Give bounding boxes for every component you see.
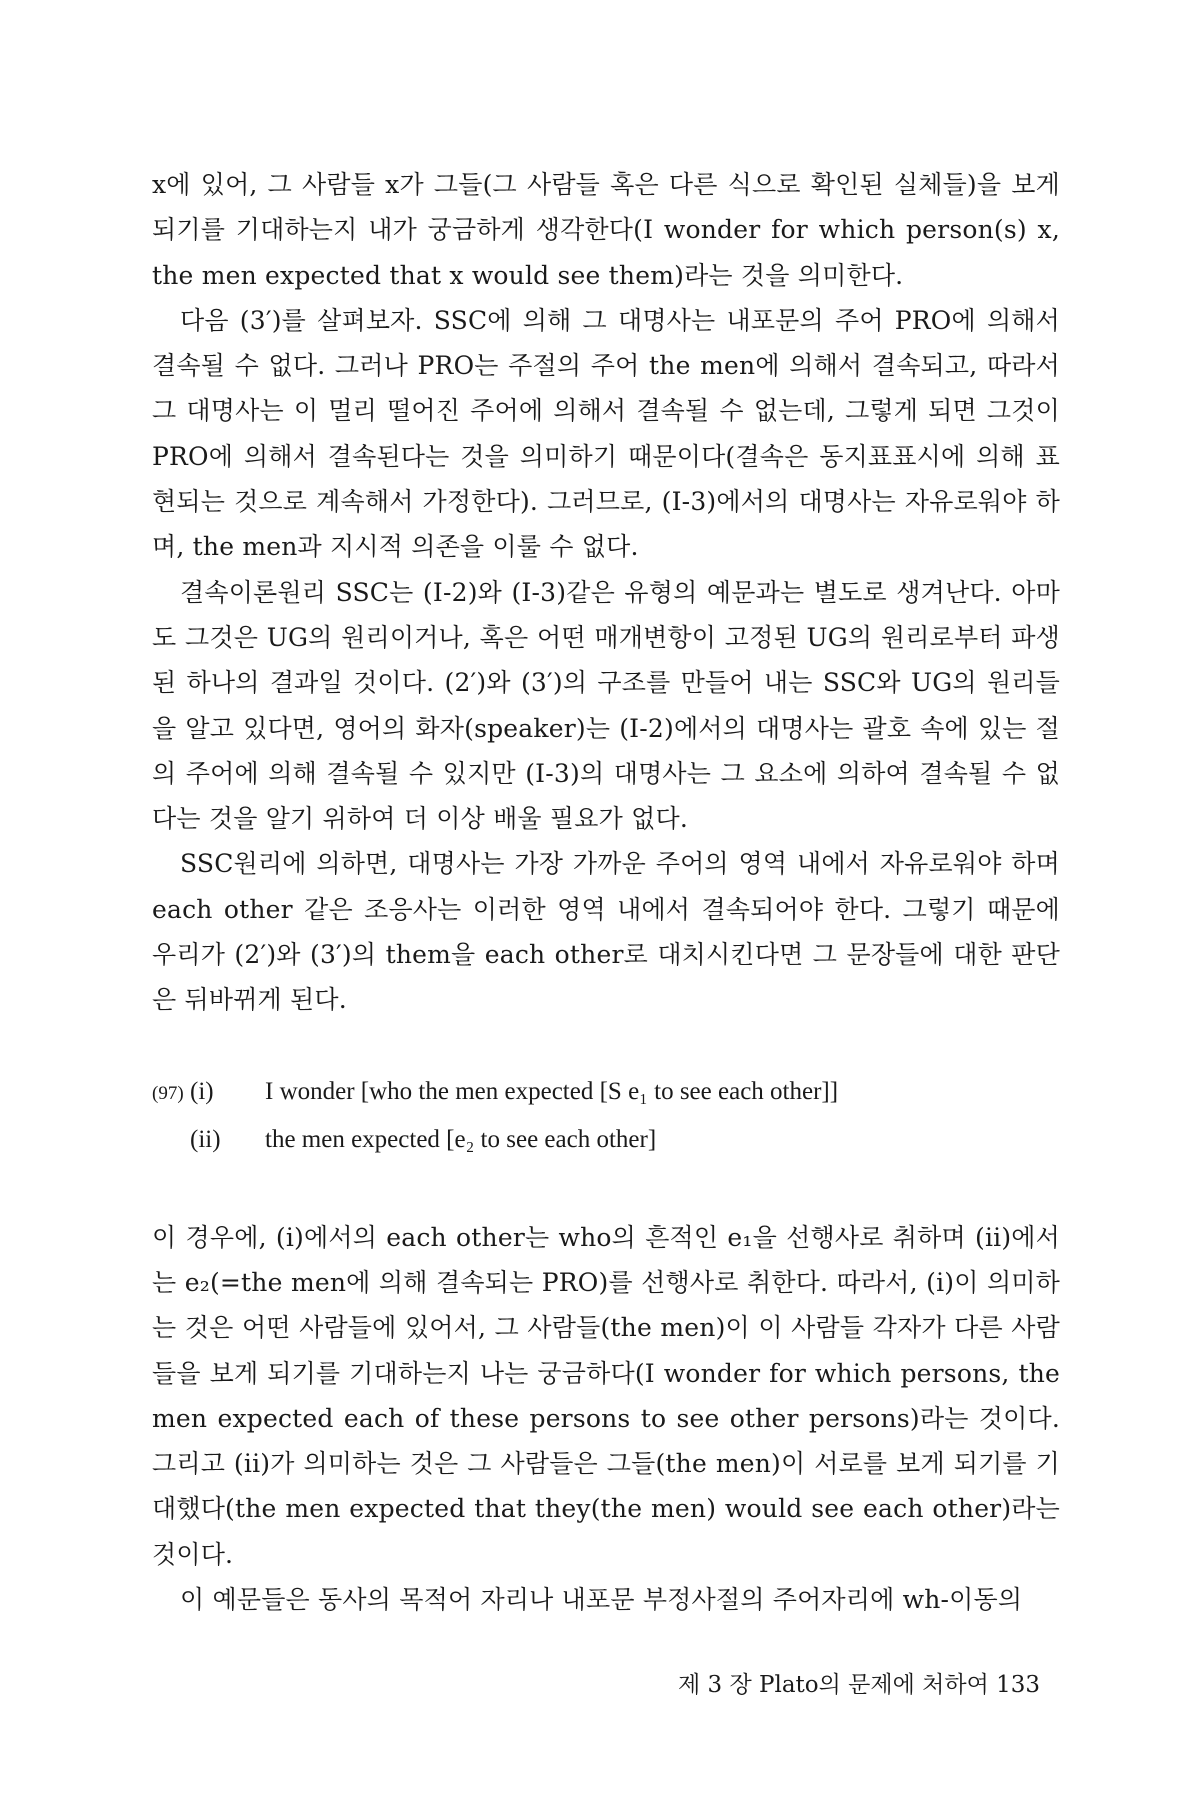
page-footer: 제 3 장 Plato의 문제에 처하여 133	[678, 1672, 1040, 1698]
example-row-i	[152, 1069, 1060, 1117]
example-97	[152, 1069, 1060, 1163]
example-text-ii: the men expected [e₂ to see each other]	[265, 1125, 657, 1153]
body-text	[152, 162, 1060, 1622]
example-label-ii: (ii)	[190, 1125, 221, 1153]
example-row-ii	[152, 1117, 1060, 1163]
example-label-i: (i)	[190, 1077, 214, 1105]
paragraph-4: SSC원리에 의하면, 대명사는 가장 가까운 주어의 영역 내에서 자유로워야 하며 each other 같은 조응사는 이러한 영역 내에서 결속되어야 한다. 그렇기 때문에 우리가 (2′)와 (3′)의 them을 each other로 대치시킨다면 그 문장들에 대한 판단은 뒤바뀌게 된다.	[152, 849, 1060, 1015]
paragraph-5: 이 경우에, (i)에서의 each other는 who의 흔적인 e₁을 선행사로 취하며 (ii)에서는 e₂(=the men에 의해 결속되는 PRO)를 선행사로 취한다. 따라서, (i)이 의미하는 것은 어떤 사람들에 있어서, 그 사람들(the men)이 이 사람들 각자가 다른 사람들을 보게 되기를 기대하는지 나는 궁금하다(I wonder for which persons, the men expected each of these persons to see other persons)라는 것이다. 그리고 (ii)가 의미하는 것은 그 사람들은 그들(the men)이 서로를 보게 되기를 기대했다(the men expected that they(the men) would see each other)라는 것이다.	[152, 1222, 1060, 1569]
paragraph-2: 다음 (3′)를 살펴보자. SSC에 의해 그 대명사는 내포문의 주어 PRO에 의해서 결속될 수 없다. 그러나 PRO는 주절의 주어 the men에 의해서 결속되고, 따라서 그 대명사는 이 멀리 떨어진 주어에 의해서 결속될 수 없는데, 그렇게 되면 그것이 PRO에 의해서 결속된다는 것을 의미하기 때문이다(결속은 동지표표시에 의해 표현되는 것으로 계속해서 가정한다). 그러므로, (I-3)에서의 대명사는 자유로워야 하며, the men과 지시적 의존을 이룰 수 없다.	[152, 305, 1060, 562]
example-number: (97)	[152, 1082, 184, 1104]
example-text-i: I wonder [who the men expected [S e₁ to see each other]]	[265, 1077, 839, 1105]
paragraph-6: 이 예문들은 동사의 목적어 자리나 내포문 부정사절의 주어자리에 wh-이동의	[180, 1585, 1023, 1615]
paragraph-3: 결속이론원리 SSC는 (I-2)와 (I-3)같은 유형의 예문과는 별도로 생겨난다. 아마도 그것은 UG의 원리이거나, 혹은 어떤 매개변항이 고정된 UG의 원리로부터 파생된 하나의 결과일 것이다. (2′)와 (3′)의 구조를 만들어 내는 SSC와 UG의 원리들을 알고 있다면, 영어의 화자(speaker)는 (I-2)에서의 대명사는 괄호 속에 있는 절의 주어에 의해 결속될 수 있지만 (I-3)의 대명사는 그 요소에 의하여 결속될 수 없다는 것을 알기 위하여 더 이상 배울 필요가 없다.	[152, 577, 1060, 834]
paragraph-1: x에 있어, 그 사람들 x가 그들(그 사람들 혹은 다른 식으로 확인된 실체들)을 보게 되기를 기대하는지 내가 궁금하게 생각한다(I wonder for which person(s) x, the men expected that x would see them)라는 것을 의미한다.	[152, 170, 1060, 290]
